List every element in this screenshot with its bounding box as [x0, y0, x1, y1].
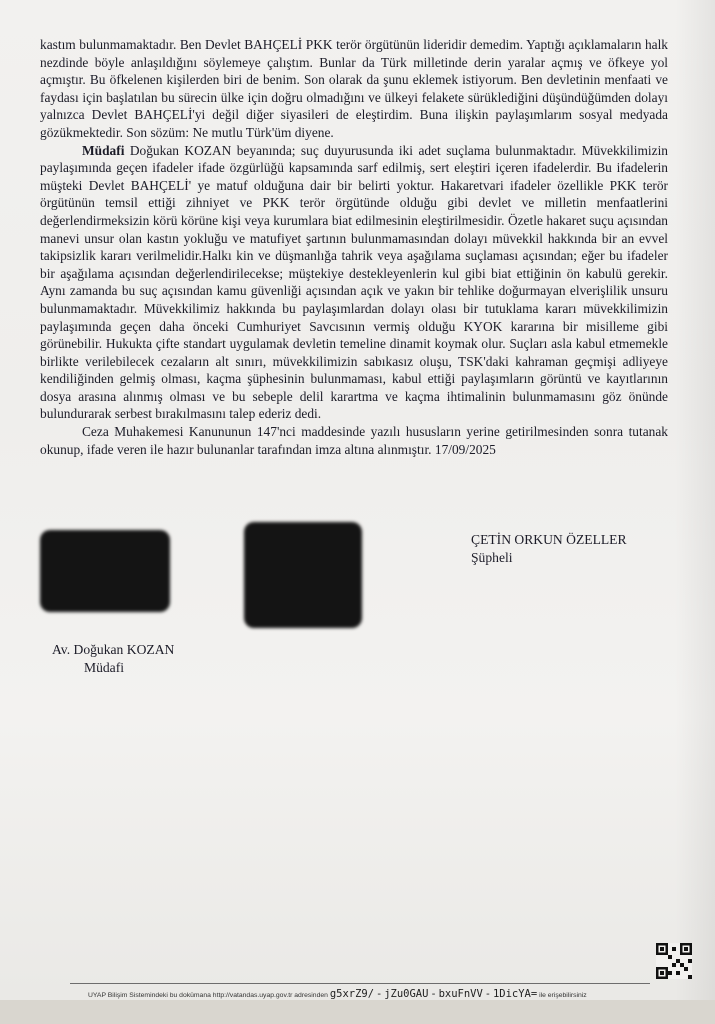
redacted-signature-suspect	[244, 522, 362, 628]
footer-sep-3: -	[484, 988, 492, 1000]
footer-sep-2: -	[430, 988, 437, 1000]
lawyer-name: Av. Doğukan KOZAN	[52, 642, 175, 657]
statement-body	[40, 36, 668, 458]
footer-divider	[70, 983, 650, 984]
footer-code-4: 1DicYA=	[492, 988, 538, 1000]
footer-sep-1: -	[375, 988, 383, 1000]
page-bottom-edge	[0, 1000, 715, 1024]
statement-paragraph-1: kastım bulunmamaktadır. Ben Devlet BAHÇELİ PKK terör örgütünün lideridir demedim. Yaptığı açıklamaların halk nezdinde böyle anlaşıldığını söylemeye çalıştım. Bunlar da Türk milletinde derin yaralar açmış ve öfkeye yol açmıştır. Bu öfkelenen kişilerden biri de benim. Son olarak da şunu eklemek istiyorum. Ben devletinin menfaati ve faydası için başlatılan bu sürecin ülke için doğru olmadığını ve ülkeyi felakete sürüklediğini düşündüğümden dolayı yalnızca Devlet BAHÇELİ'yi değil diğer siyasileri de eleştirdim. Buna ilişkin paylaşımlarım sosyal medyada gözükmektedir. Son sözüm: Ne mutlu Türk'üm diyene.	[40, 37, 668, 140]
suspect-role: Şüpheli	[471, 550, 513, 565]
footer-uyap-note	[88, 988, 587, 1000]
lawyer-label: Müdafi	[82, 142, 125, 158]
footer-code-1: g5xrZ9/	[329, 988, 375, 1000]
lawyer-statement-paragraph	[40, 142, 668, 424]
qr-code-icon	[656, 943, 692, 979]
footer-code-2: jZu0GAU	[384, 988, 429, 1000]
lawyer-statement-text: Doğukan KOZAN beyanında; suç duyurusunda iki adet suçlama bulunmaktadır. Müvekkilimizin paylaşımında geçen ifadeler ifade özgürlüğü kapsamında sarf edilmiş, sert eleştiri içeren ifadelerdir. Bu ifadelerin müşteki Devlet BAHÇELİ' ye matuf olduğuna dair bir belirti yoktur. Hakaretvari ifadeler özellikle PKK terör örgütünün temsil ettiği zihniyet ve PKK terör örgütünde olduğu gibi devlet ve milletin menfaatlerini değerlendirmeksizin körü körüne kişi veya kurumlara biat edilmesinin eleştirilmesidir. Özetle hakaret suçu açısından manevi unsur olan kastın yokluğu ve matufiyet şartının bulunmamasından dolayı müvekkil hakkında bir an evvel takipsizlik kararı verilmelidir.Halkı kin ve düşmanlığa tahrik veya aşağılama suçlaması açısından; eğer bu ifadeler bir aşağılama açısından değerlendirilecekse; müştekiye destekleyenlerin kul gibi biat ettiğinin ön kabulü gerekir. Aynı zamanda bu suç açısından kamu güvenliği açısından açık ve yakın bir tehlike doğurmayan elverişlilik unsuru bulunmamaktadır. Müvekkilimiz hakkında bu paylaşımlardan dolayı olası bir tutuklama kararı müvekkilimizin paylaşımında geçen daha önceki Cumhuriyet Savcısının vermiş olduğu KYOK kararına bir misilleme gibi görünebilir. Hukukta çifte standart uygulamak devletin temeline dinamit koymak olur. Suçları asla kabul etmemekle birlikte verilebilecek cezaların alt sınırı, müvekkilimizin sabıkasız oluşu, TSK'daki kahraman geçmişi adliyeye kendiliğinden gelmiş olması, kaçma şüphesinin bulunmaması, kabul ettiği paylaşımların görüntü ve kayıtlarının dosya arasına alınmış olması ve bu sebeple delil karartma ve kaçma ihtimalinin bulunmamasını göz önünde bulundurarak serbest bırakılmasını talep ederiz dedi.	[40, 142, 668, 422]
footer-code-3: bxuFnVV	[438, 988, 483, 1000]
suspect-name: ÇETİN ORKUN ÖZELLER	[471, 532, 627, 547]
footer-suffix: ile erişebilirsiniz	[539, 992, 587, 999]
footer-prefix: UYAP Bilişim Sistemindeki bu dokümana http://vatandas.uyap.gov.tr adresinden	[88, 992, 328, 999]
redacted-signature-lawyer	[40, 530, 170, 612]
lawyer-role: Müdafi	[84, 660, 125, 675]
closing-paragraph: Ceza Muhakemesi Kanununun 147'nci maddesinde yazılı hususların yerine getirilmesinden sonra tutanak okunup, ifade veren ile hazır bulunanlar tarafından imza altına alınmıştır. 17/09/2025	[40, 424, 668, 457]
page-shadow	[675, 0, 715, 1024]
